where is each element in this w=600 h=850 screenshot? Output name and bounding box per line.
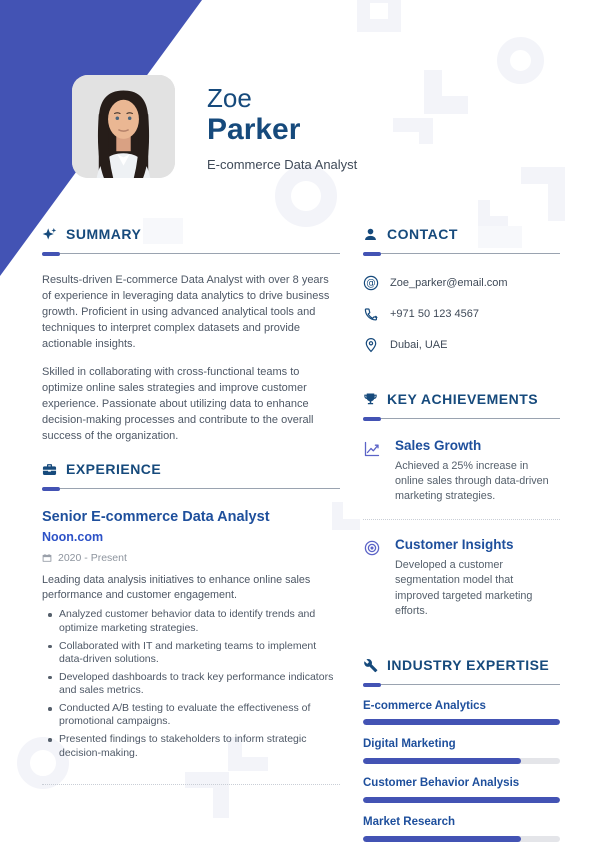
wrench-icon: [363, 658, 378, 673]
contact-section: [363, 226, 560, 353]
contact-email-row: [363, 275, 560, 291]
achievement-body: [395, 537, 560, 619]
job-role: E-commerce Data Analyst: [207, 157, 358, 173]
job-bullet: Collaborated with IT and marketing teams to implement data-driven solutions.: [42, 640, 340, 666]
phone-icon: [363, 306, 379, 322]
summary-paragraph: Results-driven E-commerce Data Analyst with over 8 years of experience in leveraging data analytics to drive business growth. Proficient in using advanced analytical tools and techniques to interpret complex datasets and provide actionable insights.: [42, 273, 330, 350]
skill-bar-fill: [363, 797, 560, 803]
job-dates-row: [42, 552, 340, 564]
job-bullet: Analyzed customer behavior data to identify trends and optimize marketing strategies.: [42, 608, 340, 634]
job-description: Leading data analysis initiatives to enhance online sales performance and customer engagement.: [42, 574, 311, 601]
left-column: [42, 226, 340, 785]
skill-bar-track: [363, 758, 560, 764]
job-bullet: Developed dashboards to track key performance indicators and sales metrics.: [42, 671, 340, 697]
job-bullet: Presented findings to stakeholders to inform strategic decision-making.: [42, 733, 340, 759]
skill-bar-fill: [363, 719, 560, 725]
last-name: Parker: [207, 112, 301, 146]
summary-section: [42, 226, 340, 445]
sparkle-icon: [42, 227, 57, 242]
section-rule: [363, 417, 560, 421]
email-at-icon: [363, 275, 379, 291]
achievement-description: Achieved a 25% increase in online sales through data-driven marketing strategies.: [395, 459, 549, 502]
achievement-item: [363, 438, 560, 505]
contact-list: [363, 275, 560, 353]
skill-name: Customer Behavior Analysis: [363, 777, 520, 790]
achievement-body: [395, 438, 560, 505]
summary-paragraph: Skilled in collaborating with cross-functional teams to optimize online sales strategies and improve customer experience. Passionate about utilizing data to enhance decision-making processes and contribute to the overall success of the organization.: [42, 366, 314, 443]
achievements-heading: KEY ACHIEVEMENTS: [387, 390, 539, 407]
achievement-item: [363, 537, 560, 619]
user-icon: [363, 227, 378, 242]
contact-email: Zoe_parker@email.com: [390, 276, 508, 289]
decor-ring: [497, 37, 544, 84]
name-block: [207, 84, 357, 172]
job-title: Senior E-commerce Data Analyst: [42, 508, 270, 525]
briefcase-icon: [42, 462, 57, 477]
experience-entry: [42, 509, 340, 760]
achievement-description: Developed a customer segmentation model that improved targeted marketing efforts.: [395, 559, 533, 617]
expertise-heading: INDUSTRY EXPERTISE: [387, 656, 550, 673]
contact-heading: CONTACT: [387, 226, 458, 242]
achievement-title: Customer Insights: [395, 537, 514, 553]
decor-square: [357, 0, 401, 32]
experience-section: [42, 461, 340, 785]
job-bullet: Conducted A/B testing to evaluate the effectiveness of promotional campaigns.: [42, 702, 340, 728]
decor-l-shape: [521, 167, 565, 221]
dotted-divider: [363, 519, 560, 520]
summary-heading: SUMMARY: [66, 226, 142, 242]
svg-text:@: @: [366, 277, 376, 289]
skill-bar-track: [363, 797, 560, 803]
skill-name: Market Research: [363, 815, 456, 828]
skill-item: [363, 816, 560, 842]
location-pin-icon: [363, 337, 379, 353]
skill-name: Digital Marketing: [363, 738, 456, 751]
trophy-icon: [363, 392, 378, 407]
expertise-section: [363, 657, 560, 842]
job-company: Noon.com: [42, 530, 104, 545]
contact-phone: +971 50 123 4567: [390, 307, 480, 320]
skill-item: [363, 738, 560, 764]
contact-phone-row: [363, 306, 560, 322]
skill-name: E-commerce Analytics: [363, 699, 486, 712]
section-rule: [42, 487, 340, 491]
calendar-icon: [42, 553, 52, 563]
skill-bar-fill: [363, 758, 521, 764]
skill-item: [363, 777, 560, 803]
right-column: [363, 226, 560, 842]
skill-bar-track: [363, 836, 560, 842]
target-icon: [363, 539, 381, 557]
achievement-title: Sales Growth: [395, 437, 482, 453]
dotted-divider: [42, 784, 340, 785]
job-dates: 2020 - Present: [58, 552, 127, 565]
contact-location-row: [363, 337, 560, 353]
growth-chart-icon: [363, 440, 381, 458]
experience-heading: EXPERIENCE: [66, 461, 162, 478]
decor-l-shape: [393, 118, 433, 144]
section-rule: [363, 252, 560, 256]
contact-location: Dubai, UAE: [390, 338, 448, 351]
skill-bar-track: [363, 719, 560, 725]
section-rule: [363, 683, 560, 687]
job-bullet-list: [42, 608, 340, 759]
decor-l-shape: [424, 70, 468, 114]
profile-photo: [72, 75, 175, 178]
achievements-section: [363, 391, 560, 619]
first-name: Zoe: [207, 83, 252, 113]
decor-ring: [275, 165, 337, 227]
skill-item: [363, 700, 560, 726]
skill-bar-fill: [363, 836, 521, 842]
decor-l-shape: [478, 200, 508, 228]
section-rule: [42, 252, 340, 256]
